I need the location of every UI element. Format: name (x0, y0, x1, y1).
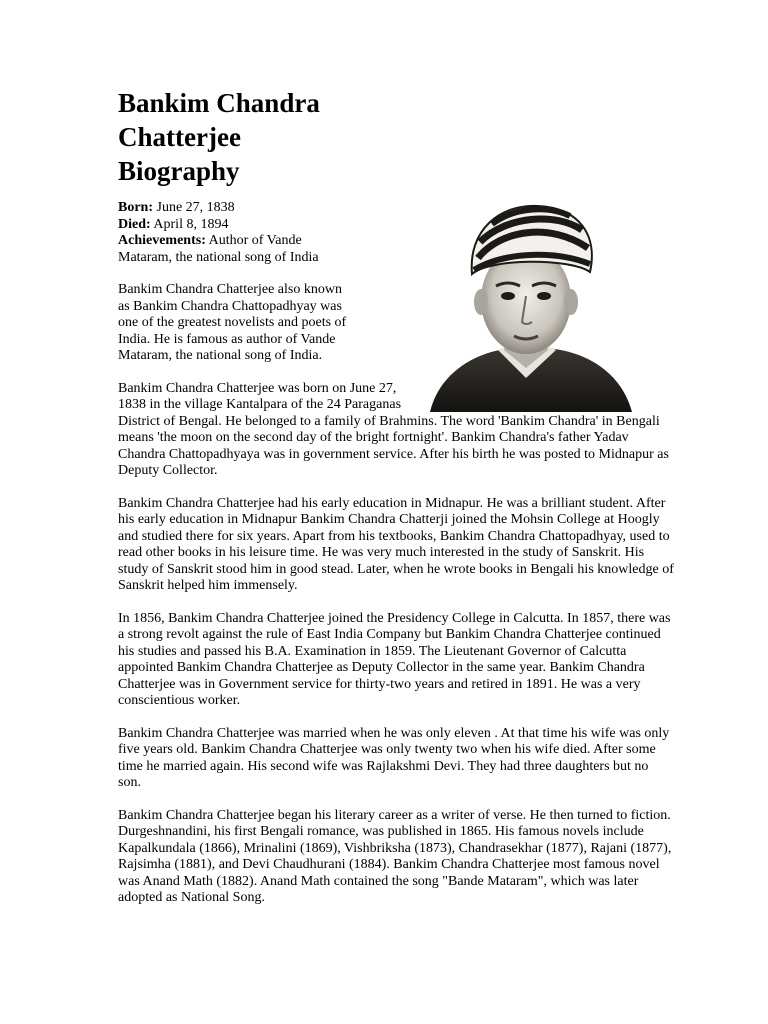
achievements-label: Achievements: (118, 233, 206, 248)
died-label: Died: (118, 216, 151, 232)
died-row (118, 217, 358, 234)
achievements-row (118, 233, 358, 266)
portrait-illustration (420, 200, 634, 412)
died-value: April 8, 1894 (153, 216, 229, 232)
biography-document (118, 86, 674, 923)
paragraph-birth: Bankim Chandra Chatterjee was born on June 27, 1838 in the village Kantalpara of the 24 Paraganas District of Bengal. He belonged to a family of Brahmins. The word 'Bankim Chandra' in Bengali means 'the moon on the second day of the bright fortnight'. Bankim Chandra's father Yadav Chandra Chattopadhyaya was in government service. After his birth he was posted to Midnapur as Deputy Collector. (118, 380, 669, 478)
paragraph-literary-career: Bankim Chandra Chatterjee began his literary career as a writer of verse. He then turned to fiction. Durgeshnandini, his first Bengali romance, was published in 1865. His famous novels include Kapalkundala (1866), Mrinalini (1869), Vishbriksha (1873), Chandrasekhar (1877), Rajani (1877), Rajsimha (1881), and Devi Chaudhurani (1884). Bankim Chandra Chatterjee most famous novel was Anand Math (1882). Anand Math contained the song "Bande Mataram", which was later adopted as National Song. (118, 807, 672, 905)
achievements-value: Author of Vande Mataram, the national song of India (118, 233, 319, 265)
born-value: June 27, 1838 (156, 200, 235, 215)
paragraph-intro: Bankim Chandra Chatterjee also known as Bankim Chandra Chattopadhyay was one of the greatest novelists and poets of India. He is famous as author of Vande Mataram, the national song of India. (118, 282, 347, 363)
paragraph-education: Bankim Chandra Chatterjee had his early education in Midnapur. He was a brilliant student. After his early education in Midnapur Bankim Chandra Chatterji joined the Mohsin College at Hoogly and studied there for six years. Apart from his textbooks, Bankim Chandra Chattopadhyay, used to read other books in his leisure time. He was very much interested in the study of Sanskrit. His study of Sanskrit stood him in good stead. Later, when he wrote books in Bengali his knowledge of Sanskrit helped him immensely. (118, 495, 674, 593)
page-title: Bankim Chandra Chatterjee Biography (118, 88, 320, 186)
paragraph-marriage: Bankim Chandra Chatterjee was married when he was only eleven . At that time his wife was only five years old. Bankim Chandra Chatterjee was only twenty two when his wife died. After some time he married again. His second wife was Rajlakshmi Devi. They had three daughters but no son. (118, 725, 670, 790)
portrait-image (420, 200, 634, 412)
born-row (118, 200, 358, 217)
paragraph-college: In 1856, Bankim Chandra Chatterjee joined the Presidency College in Calcutta. In 1857, there was a strong revolt against the rule of East India Company but Bankim Chandra Chatterjee continued his studies and passed his B.A. Examination in 1859. The Lieutenant Governor of Calcutta appointed Bankim Chandra Chatterjee as Deputy Collector in the same year. Bankim Chandra Chatterjee was in Government service for thirty-two years and retired in 1891. He was a very conscientious worker. (118, 610, 671, 708)
facts-block (118, 200, 358, 266)
born-label: Born: (118, 200, 153, 215)
